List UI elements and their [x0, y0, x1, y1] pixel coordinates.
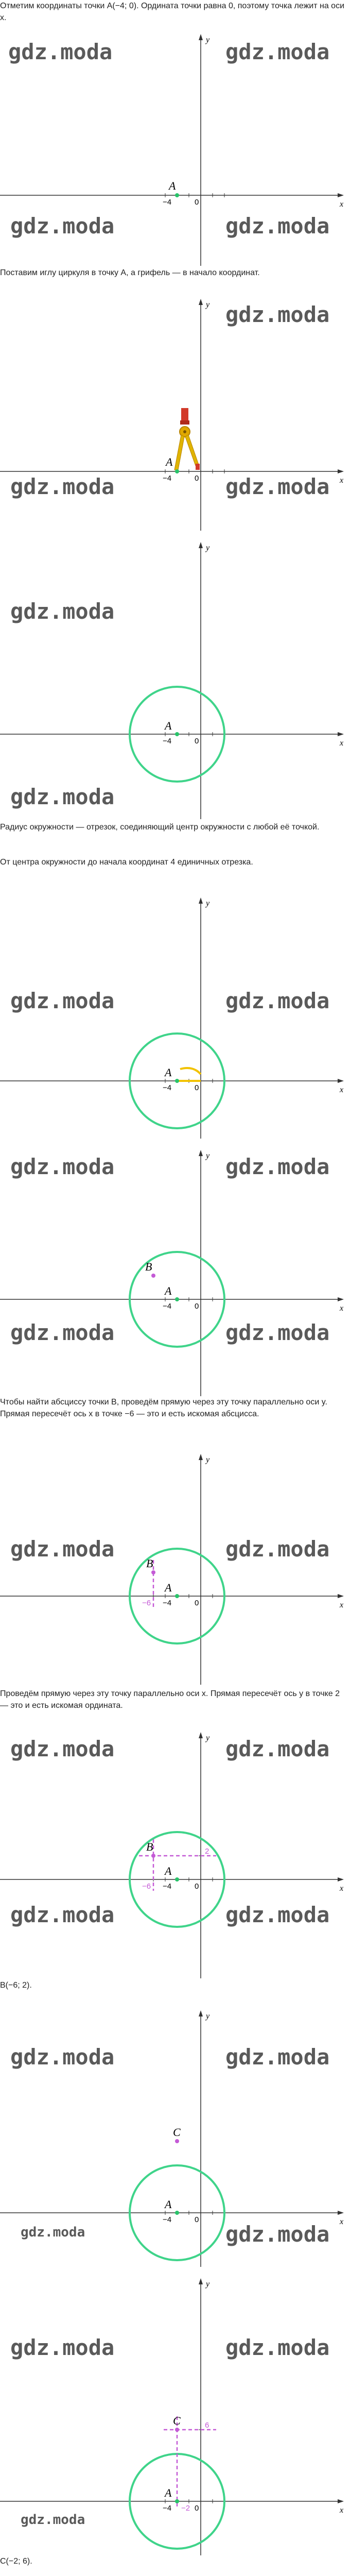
- plot-circle: [175, 2428, 179, 2432]
- axis-text: 0: [195, 1882, 199, 1891]
- axis-text: x: [340, 476, 344, 485]
- radius-arc: [180, 1068, 201, 1074]
- axis-text: −4: [163, 1083, 172, 1092]
- watermark: gdz.moda: [10, 1902, 115, 1927]
- watermark: gdz.moda: [225, 988, 330, 1013]
- axis-text: x: [340, 1601, 344, 1609]
- axis-text: y: [206, 1455, 210, 1464]
- axis-text: y: [206, 300, 210, 309]
- coordinate-plane-10: [0, 2571, 350, 2576]
- watermark: gdz.moda: [225, 1902, 330, 1927]
- watermark: gdz.moda: [10, 599, 115, 624]
- plot-polygon: [185, 435, 199, 466]
- plot-polygon: [338, 2211, 344, 2215]
- y-axis-label: y: [206, 36, 210, 44]
- step-text-3: Радиус окружности — отрезок, соединяющий центр окружности с любой её точкой.: [0, 823, 320, 832]
- axis-text: 0: [195, 1083, 199, 1092]
- axis-text: −6: [142, 1882, 151, 1891]
- axis-text: 0: [195, 737, 199, 745]
- axis-text: 0: [195, 2215, 199, 2224]
- step-text-1: Отметим координаты точки A(−4; 0). Ордината точки равна 0, поэтому точка лежит на оси x.: [0, 2, 345, 23]
- axis-text: B: [146, 1840, 153, 1853]
- axis-text: x: [340, 1086, 344, 1094]
- axis-text: −4: [163, 1599, 172, 1607]
- plot-polygon: [338, 469, 344, 473]
- plot-circle: [175, 2499, 179, 2503]
- point-a: [175, 193, 179, 197]
- step-text-4: От центра окружности до начала координат 4 единичных отрезка.: [0, 858, 253, 867]
- watermark: gdz.moda: [10, 474, 115, 499]
- axis-text: A: [165, 1581, 172, 1594]
- plot-rect: [196, 464, 200, 470]
- axis-text: −4: [163, 474, 172, 483]
- plot-rect: [181, 408, 188, 421]
- figure-9: [0, 2267, 350, 2555]
- y-axis-arrow: [199, 34, 203, 40]
- axis-text: x: [340, 1884, 344, 1893]
- axis-text: A: [165, 2198, 172, 2211]
- answer-c: C(−2; 6).: [0, 2557, 32, 2566]
- watermark: gdz.moda: [10, 1736, 115, 1761]
- step-text-2: Поставим иглу циркуля в точку A, а грифель — в начало координат.: [0, 268, 260, 277]
- axis-text: y: [206, 1151, 210, 1160]
- compass-icon: [174, 408, 200, 473]
- axis-text: B: [146, 1557, 153, 1570]
- step-text-6: Проведём прямую через эту точку параллельно оси x. Прямая пересечёт ось y в точке 2 — это и есть искомая ордината.: [0, 1689, 340, 1710]
- watermark: gdz.moda: [225, 474, 330, 499]
- axis-text: x: [340, 1304, 344, 1313]
- axis-text: −4: [163, 1302, 172, 1311]
- figure-7: [0, 1721, 350, 1978]
- watermark: gdz.moda: [10, 1320, 115, 1345]
- watermark: gdz.moda: [10, 2335, 115, 2360]
- figure-2: [0, 289, 350, 531]
- tick-label-2: 2: [205, 1847, 209, 1856]
- axis-text: y: [206, 2280, 210, 2289]
- watermark: gdz.moda: [225, 302, 330, 327]
- point-c-label: C: [173, 2126, 181, 2139]
- plot-polygon: [338, 1079, 344, 1083]
- axis-text: y: [206, 899, 210, 908]
- plot-circle: [175, 1877, 179, 1882]
- plot-polygon: [338, 1877, 344, 1882]
- origin-label: 0: [195, 198, 199, 207]
- watermark: gdz.moda: [10, 2044, 115, 2070]
- axis-text: A: [165, 2486, 172, 2499]
- plot-polygon: [338, 732, 344, 736]
- plot-circle: [175, 1079, 179, 1083]
- plot-polygon: [338, 1297, 344, 1301]
- plot-g: [165, 2430, 224, 2503]
- point-b-label: B: [145, 1260, 152, 1273]
- watermark: gdz.moda: [21, 2225, 85, 2240]
- plot-polygon: [199, 542, 203, 548]
- step-text-5: Чтобы найти абсциссу точки B, проведём прямую через эту точку параллельно оси y. Прямая пересечёт ось x в точке −6 — это и есть искомая абсцисса.: [0, 1398, 327, 1419]
- watermark: gdz.moda: [10, 784, 115, 809]
- answer-b: B(−6; 2).: [0, 1981, 32, 1990]
- plot-polygon: [199, 1454, 203, 1460]
- axis-text: 0: [195, 474, 199, 483]
- plot-polygon: [338, 1594, 344, 1598]
- watermark: gdz.moda: [225, 213, 330, 239]
- plot-polygon: [338, 2499, 344, 2503]
- watermark: gdz.moda: [8, 39, 113, 64]
- plot-circle: [175, 1297, 179, 1301]
- axis-text: x: [340, 739, 344, 748]
- watermark: gdz.moda: [10, 1536, 115, 1562]
- plot-circle: [183, 430, 186, 433]
- tick-label-minus4: −4: [163, 198, 172, 207]
- point-b: [151, 1274, 155, 1278]
- figure-8: [0, 1999, 350, 2267]
- axis-text: A: [166, 455, 173, 468]
- axis-text: y: [206, 2012, 210, 2021]
- plot-polygon: [199, 1732, 203, 1738]
- tick-label-minus2: −2: [181, 2504, 190, 2513]
- plot-polygon: [199, 1150, 203, 1156]
- figure-5: [0, 1139, 350, 1396]
- watermark: gdz.moda: [10, 1154, 115, 1179]
- plot-circle: [175, 2211, 179, 2215]
- watermark: gdz.moda: [225, 1320, 330, 1345]
- plot-polygon: [199, 299, 203, 305]
- figure-6: [0, 1443, 350, 1685]
- coordinate-plane-3: [0, 531, 350, 819]
- axis-text: C: [173, 2414, 181, 2427]
- axis-text: x: [340, 2506, 344, 2515]
- plot-circle: [151, 1570, 155, 1574]
- tick-label-6: 6: [205, 2421, 209, 2430]
- plot-circle: [151, 1854, 155, 1858]
- watermark: gdz.moda: [10, 988, 115, 1013]
- axis-text: 0: [195, 1599, 199, 1607]
- plot-polygon: [199, 897, 203, 904]
- plot-circle: [175, 469, 179, 473]
- axis-text: A: [165, 1066, 172, 1079]
- axis-text: A: [165, 1865, 172, 1877]
- plot-circle: [175, 1594, 179, 1598]
- point-c: [175, 2139, 179, 2143]
- plot-circle: [175, 732, 179, 736]
- plot-rect: [180, 420, 189, 425]
- x-axis-arrow: [338, 193, 344, 197]
- point-a-label: A: [169, 179, 176, 192]
- axis-text: y: [206, 1734, 210, 1742]
- plot-polygon: [174, 435, 184, 470]
- axis-text: 0: [195, 2504, 199, 2513]
- figure-10: [0, 2571, 350, 2576]
- x-axis-label: x: [340, 200, 344, 209]
- watermark: gdz.moda: [21, 2512, 85, 2528]
- watermark: gdz.moda: [225, 39, 330, 64]
- watermark: gdz.moda: [225, 1154, 330, 1179]
- plot-polygon: [199, 2278, 203, 2284]
- figure-4: [0, 871, 350, 1139]
- axis-text: −4: [163, 737, 172, 745]
- watermark: gdz.moda: [225, 2335, 330, 2360]
- coordinate-plane-6: [0, 1443, 350, 1685]
- watermark: gdz.moda: [225, 1736, 330, 1761]
- axis-text: −4: [163, 2215, 172, 2224]
- axis-text: 0: [195, 1302, 199, 1311]
- axis-text: y: [206, 544, 210, 552]
- figure-1: [0, 24, 350, 266]
- watermark: gdz.moda: [225, 2044, 330, 2070]
- axis-text: A: [165, 1284, 172, 1297]
- tick-label-minus6: −6: [142, 1599, 151, 1607]
- axis-text: A: [165, 719, 172, 732]
- plot-polygon: [199, 2010, 203, 2016]
- watermark: gdz.moda: [225, 2222, 330, 2247]
- watermark: gdz.moda: [225, 1536, 330, 1562]
- figure-3: [0, 531, 350, 819]
- axis-text: −4: [163, 1882, 172, 1891]
- plot-g: [153, 1856, 224, 1882]
- watermark: gdz.moda: [10, 213, 115, 239]
- axis-text: x: [340, 2217, 344, 2226]
- axis-text: −4: [163, 2504, 172, 2513]
